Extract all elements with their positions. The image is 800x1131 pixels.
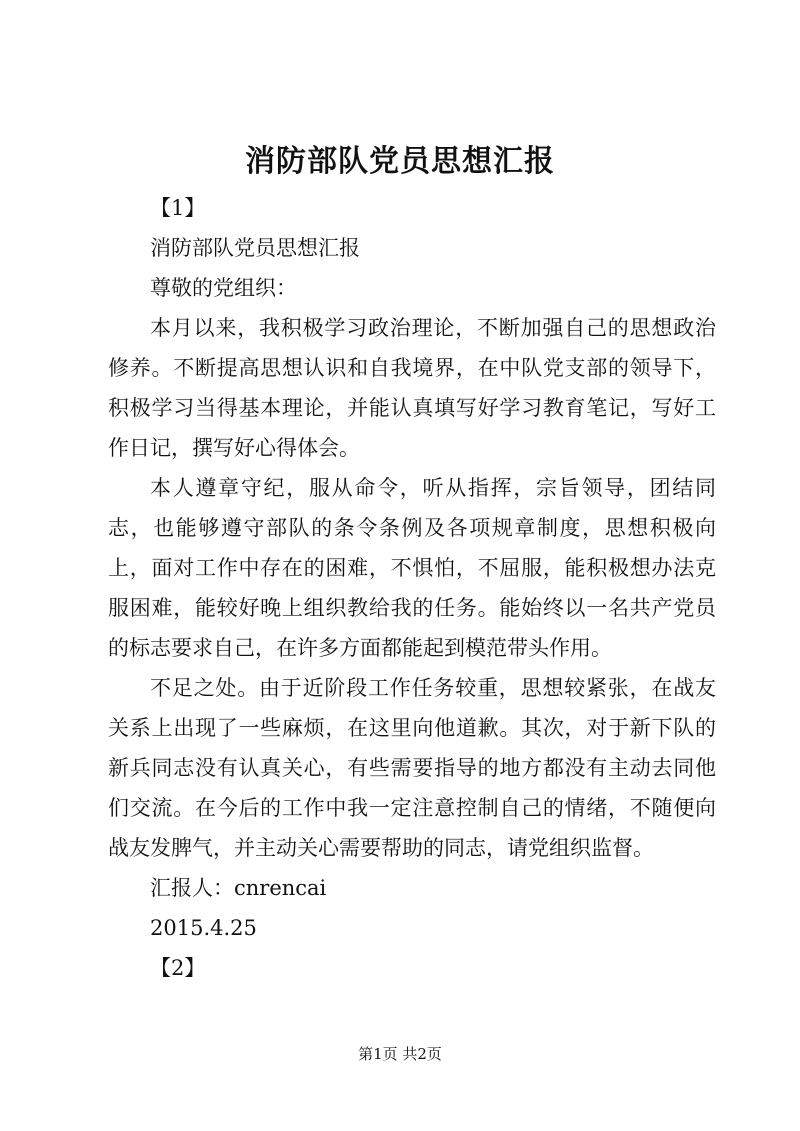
document-subtitle: 消防部队党员思想汇报 [150, 236, 360, 260]
document-body [108, 188, 716, 988]
paragraph-2: 本人遵章守纪，服从命令，听从指挥，宗旨领导，团结同志，也能够遵守部队的条令条例及各项规章制度，思想积极向上，面对工作中存在的困难，不惧怕，不屈服，能积极想办法克服困难，能较好晚上组织教给我的任务。能始终以一名共产党员的标志要求自己，在许多方面都能起到模范带头作用。 [108, 476, 716, 660]
page-number: 第1页 共2页 [358, 1045, 442, 1063]
salutation: 尊敬的党组织： [150, 276, 297, 300]
report-date: 2015.4.25 [150, 916, 257, 940]
paragraph-1: 本月以来，我积极学习政治理论，不断加强自己的思想政治修养。不断提高思想认识和自我境界，在中队党支部的领导下，积极学习当得基本理论，并能认真填写好学习教育笔记，写好工作日记，撰写好心得体会。 [108, 316, 716, 460]
document-title: 消防部队党员思想汇报 [245, 144, 555, 179]
reporter-signature: 汇报人：cnrencai [150, 876, 327, 900]
section-marker-1: 【1】 [150, 196, 206, 220]
paragraph-3: 不足之处。由于近阶段工作任务较重，思想较紧张，在战友关系上出现了一些麻烦，在这里向他道歉。其次，对于新下队的新兵同志没有认真关心，有些需要指导的地方都没有主动去同他们交流。在今后的工作中我一定注意控制自己的情绪，不随便向战友发脾气，并主动关心需要帮助的同志，请党组织监督。 [108, 676, 716, 860]
section-marker-2: 【2】 [150, 956, 206, 980]
